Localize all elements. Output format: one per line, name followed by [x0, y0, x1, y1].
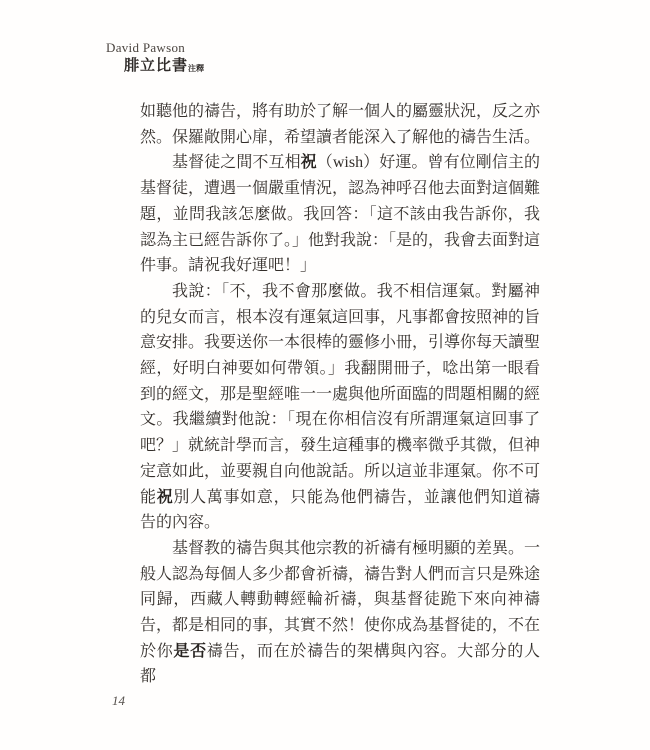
emphasized-text: 祝 [300, 154, 317, 172]
emphasized-text: 是否 [173, 642, 207, 660]
book-title-subscript: 注釋 [188, 64, 205, 73]
text-run: 如聽他的禱告，將有助於了解一個人的屬靈狀況，反之亦然。保羅敞開心扉，希望讀者能深入了解他的禱告生活。 [140, 103, 541, 146]
page-number: 14 [112, 693, 125, 708]
body-text [140, 99, 540, 690]
text-run: 基督教的禱告與其他宗教的祈禱有極明顯的差異。一般人認為每個人多少都會祈禱，禱告對人們而言只是殊途同歸，西藏人轉動轉經輪祈禱，與基督徒跪下來向神禱告，都是相同的事，其實不然！使你成為基督徒的，不在於你 [140, 539, 541, 660]
paragraph [140, 99, 540, 150]
text-run: 基督徒之間不互相 [172, 154, 301, 172]
text-run: 別人萬事如意，只能為他們禱告，並讓他們知道禱告的內容。 [140, 488, 540, 532]
text-run: 禱告，而在於禱告的架構與內容。大部分的人都 [140, 642, 540, 686]
text-run: 我說：「不，我不會那麼做。我不相信運氣。對屬神的兒女而言，根本沒有運氣這回事，凡事都會按照神的旨意安排。我要送你一本很棒的靈修小冊，引導你每天讀聖經，好明白神要如何帶領。」我翻開冊子，唸出第一眼看到的經文，那是聖經唯一一處與他所面臨的問題相關的經文。我繼續對他說：「現在你相信沒有所謂運氣這回事了吧？」就統計學而言，發生這種事的機率微乎其微，但神定意如此，並要親自向他說話。所以這並非運氣。你不可能 [140, 282, 541, 506]
text-run: （wish）好運。曾有位剛信主的基督徒，遭遇一個嚴重情況，認為神呼召他去面對這個難題，並問我該怎麼做。我回答：「這不該由我告訴你，我認為主已經告訴你了。」他對我說：「是的，我會去面對這件事。請祝我好運吧！」 [140, 154, 541, 275]
book-title: 腓立比書 [124, 58, 189, 74]
paragraph [140, 150, 540, 279]
paragraph [140, 536, 540, 690]
header-author: David Pawson [106, 40, 186, 55]
header-title [124, 54, 204, 75]
emphasized-text: 祝 [156, 488, 174, 506]
paragraph [140, 279, 540, 536]
